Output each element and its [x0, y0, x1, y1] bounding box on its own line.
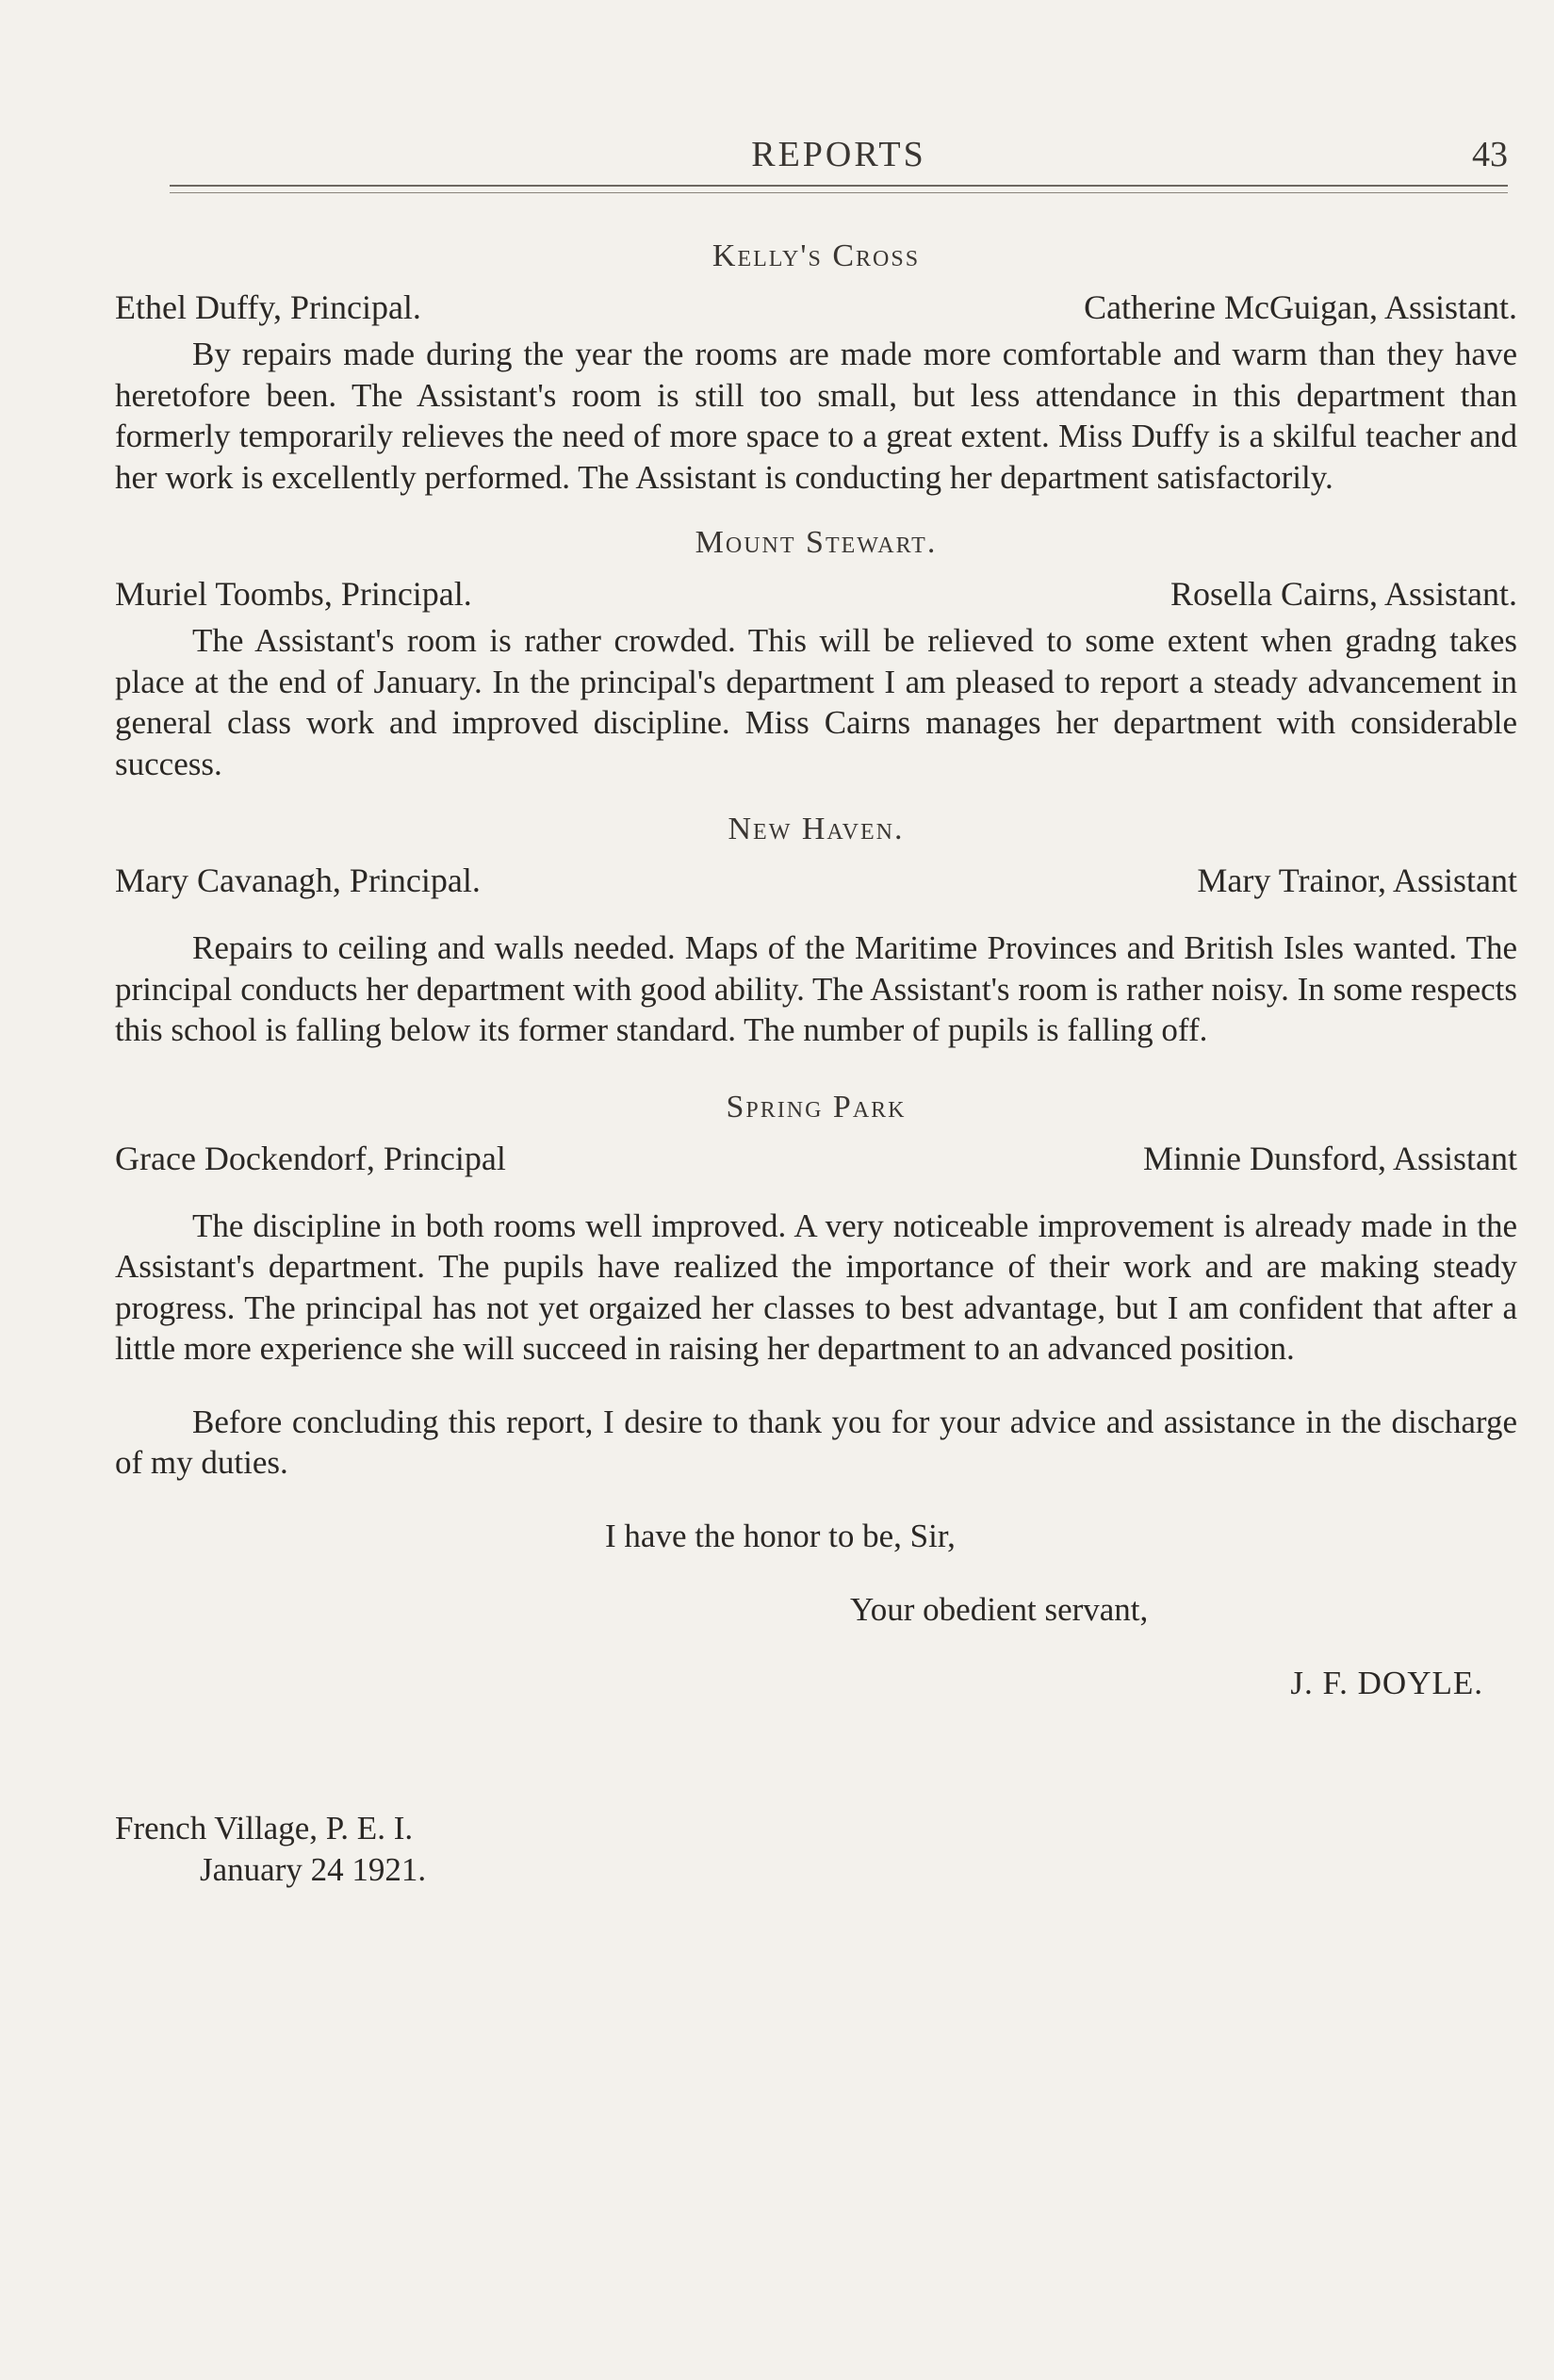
assistant-name: Minnie Dunsford, Assistant: [1142, 1139, 1517, 1177]
closing-valediction: Your obedient servant,: [850, 1590, 1149, 1628]
page-number: 43: [1472, 135, 1508, 174]
section-title-spring-park: Spring Park: [726, 1089, 907, 1124]
principal-name: Mary Cavanagh, Principal.: [115, 862, 481, 899]
header-rule-thin: [170, 192, 1508, 193]
report-body: [115, 232, 1517, 1891]
staff-line: [115, 281, 1517, 334]
section-paragraph: By repairs made during the year the rooms are made more comfortable and warm than they have heretofore been. The Assistant's room is still too small, but less attendance in this department than formerly temporarily relieves the need of more space to a great extent. Miss Duffy is a skilful teacher and her work is excellently performed. The Assistant is conducting her department satisfactorily.: [115, 336, 1517, 496]
section-paragraph: Repairs to ceiling and walls needed. Maps of the Maritime Provinces and British Isles wanted. The principal conducts her department with good ability. The Assistant's room is rather noisy. In some respects this school is falling below its former standard. The number of pupils is falling off.: [115, 929, 1517, 1048]
assistant-name: Rosella Cairns, Assistant.: [1170, 575, 1517, 613]
page-header: [170, 134, 1508, 179]
section-title-new-haven: New Haven.: [728, 812, 905, 846]
principal-name: Grace Dockendorf, Principal: [115, 1139, 506, 1177]
assistant-name: Mary Trainor, Assistant: [1197, 862, 1517, 899]
closing-salutation: I have the honor to be, Sir,: [605, 1517, 956, 1554]
running-title: REPORTS: [751, 135, 926, 174]
closing-paragraph: Before concluding this report, I desire to thank you for your advice and assistance in the discharge of my duties.: [115, 1403, 1517, 1481]
signature: J. F. DOYLE.: [1290, 1664, 1483, 1701]
staff-line: [115, 567, 1517, 620]
place: French Village, P. E. I.: [115, 1809, 414, 1847]
section-title-kellys-cross: Kelly's Cross: [712, 238, 921, 273]
staff-line: [115, 1132, 1517, 1185]
staff-line: [115, 854, 1517, 907]
section-paragraph: The Assistant's room is rather crowded. This will be relieved to some extent when gradng takes place at the end of January. In the principal's department I am pleased to report a steady advancement in general class work and improved discipline. Miss Cairns manages her department with considerable success.: [115, 622, 1517, 782]
header-rule: [170, 185, 1508, 187]
section-paragraph: The discipline in both rooms well improved. A very noticeable improvement is already made in the Assistant's department. The pupils have realized the importance of their work and are making steady progress. The principal has not yet orgaized her classes to best advantage, but I am confident that after a little more experience she will succeed in raising her department to an advanced position.: [115, 1206, 1517, 1367]
date: January 24 1921.: [200, 1850, 427, 1888]
principal-name: Ethel Duffy, Principal.: [115, 288, 421, 326]
section-title-mount-stewart: Mount Stewart.: [695, 525, 938, 560]
assistant-name: Catherine McGuigan, Assistant.: [1084, 288, 1517, 326]
place-date-block: [115, 1808, 1517, 1891]
principal-name: Muriel Toombs, Principal.: [115, 575, 472, 613]
